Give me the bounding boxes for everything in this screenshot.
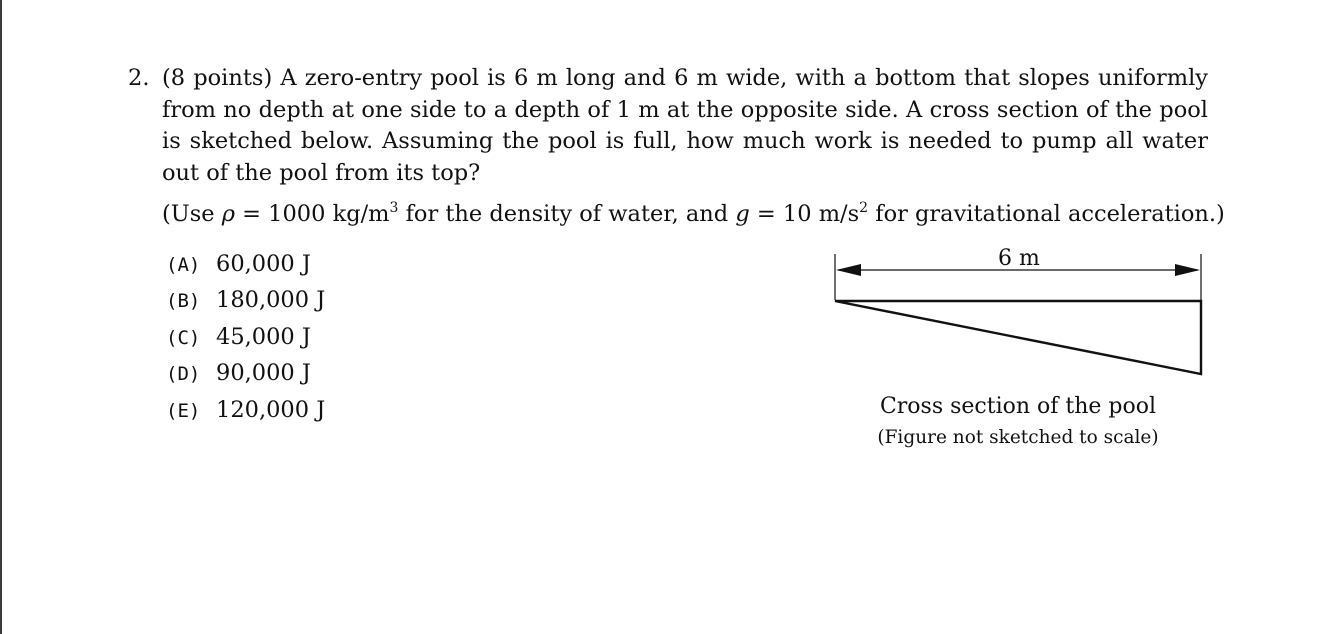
choice-a: [166, 246, 325, 282]
problem-number: 2.: [128, 65, 150, 91]
rho-value: = 1000 kg/m: [235, 201, 390, 227]
choice-letter: (A): [166, 254, 201, 276]
choice-b: [166, 282, 325, 318]
g-symbol: g: [735, 201, 750, 227]
pool-cross-section-shape: [835, 301, 1201, 374]
figure-caption: Cross section of the pool: [879, 394, 1157, 419]
given-open: (Use: [162, 201, 222, 227]
choice-value: 45,000 J: [216, 323, 311, 350]
pool-cross-section-figure: [830, 244, 1210, 464]
choice-letter: (D): [166, 363, 201, 386]
choice-value: 60,000 J: [216, 251, 311, 277]
answer-choices: [166, 246, 325, 428]
choice-d: [166, 355, 325, 391]
problem-statement: [128, 63, 1208, 189]
given-close: for gravitational acceleration.): [868, 201, 1225, 227]
arrowhead-left-icon: [836, 264, 861, 276]
rho-exponent: 3: [389, 200, 399, 216]
choice-value: 120,000 J: [216, 396, 326, 423]
given-mid: for the density of water, and: [398, 201, 736, 227]
choice-c: [166, 319, 325, 355]
choice-value: 90,000 J: [216, 360, 311, 387]
g-exponent: 2: [859, 200, 869, 216]
g-value: = 10 m/s: [749, 201, 860, 227]
given-constants: [162, 199, 1225, 230]
choice-letter: (B): [166, 290, 201, 313]
choice-letter: (C): [166, 326, 201, 349]
choice-letter: (E): [166, 399, 201, 422]
rho-symbol: ρ: [221, 201, 235, 227]
problem-text: (8 points) A zero-entry pool is 6 m long and 6 m wide, with a bottom that slopes uniformly from no depth at one side to a depth of 1 m at the opposite side. A cross section of the pool is sketched below. Assuming the pool is full, how much work is needed to pump all water out of the pool from its top?: [162, 65, 1208, 186]
choice-value: 180,000 J: [216, 287, 326, 314]
page-left-border: [0, 0, 2, 634]
arrowhead-right-icon: [1175, 264, 1200, 276]
dimension-label: 6 m: [998, 246, 1040, 271]
choice-e: [166, 392, 325, 428]
figure-scale-note: (Figure not sketched to scale): [877, 427, 1159, 448]
